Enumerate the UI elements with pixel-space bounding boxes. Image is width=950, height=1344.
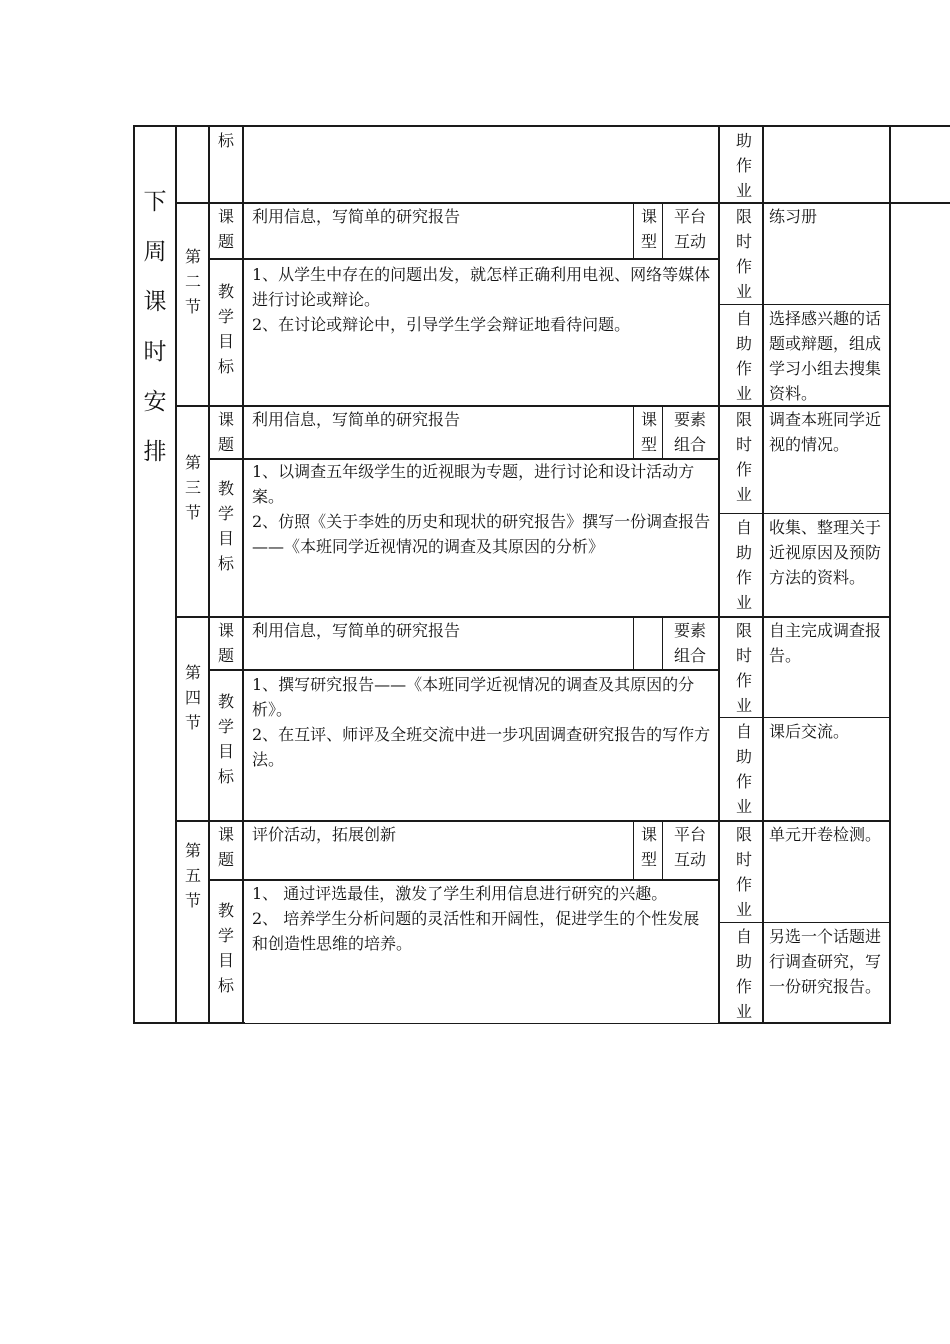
type-divider bbox=[662, 406, 663, 459]
goal-item: 2、在讨论或辩论中，引导学生学会辩证地看待问题。 bbox=[252, 315, 631, 334]
homework-label-divider bbox=[762, 125, 764, 1024]
self-homework-text: 另选一个话题进行调查研究，写一份研究报告。 bbox=[769, 927, 882, 996]
section-label: 第五节 bbox=[184, 841, 201, 910]
type-text: 平台互动 bbox=[673, 207, 706, 251]
limited-homework-label: 限时作业 bbox=[735, 621, 752, 715]
topic-label: 课题 bbox=[217, 825, 234, 869]
section-label: 第三节 bbox=[184, 453, 201, 522]
type-divider bbox=[633, 821, 634, 880]
type-divider bbox=[633, 406, 634, 459]
type-divider bbox=[633, 617, 634, 670]
self-homework-label: 自助作业 bbox=[735, 722, 752, 816]
topic-text: 利用信息，写简单的研究报告 bbox=[252, 410, 461, 429]
limited-homework-text: 自主完成调查报告。 bbox=[769, 621, 882, 665]
table-bottom-border bbox=[245, 1023, 718, 1024]
type-divider bbox=[662, 821, 663, 880]
type-text: 要素组合 bbox=[673, 621, 706, 665]
limited-homework-label: 限时作业 bbox=[735, 207, 752, 301]
self-homework-text: 选择感兴趣的话题或辩题，组成学习小组去搜集资料。 bbox=[769, 309, 882, 403]
table-top-border bbox=[133, 125, 950, 127]
goal-label-tail: 标 bbox=[217, 131, 234, 150]
goal-item: 1、撰写研究报告——《本班同学近视情况的调查及其原因的分析》。 bbox=[252, 675, 695, 719]
type-divider bbox=[633, 203, 634, 259]
limited-homework-text: 单元开卷检测。 bbox=[769, 825, 882, 844]
goal-label: 教学目标 bbox=[217, 901, 234, 995]
table-bottom-border bbox=[133, 1022, 245, 1024]
limited-homework-text: 练习册 bbox=[769, 207, 818, 226]
type-label: 课型 bbox=[640, 825, 657, 869]
homework-split bbox=[718, 513, 891, 514]
topic-label: 课题 bbox=[217, 207, 234, 251]
goal-item: 1、从学生中存在的问题出发，就怎样正确利用电视、网络等媒体进行讨论或辩论。 bbox=[252, 265, 711, 309]
table-left-border bbox=[133, 125, 135, 1024]
side-title: 下周课时安排 bbox=[143, 189, 167, 465]
type-divider bbox=[662, 617, 663, 670]
type-text: 平台互动 bbox=[673, 825, 706, 869]
topic-text: 利用信息，写简单的研究报告 bbox=[252, 207, 461, 226]
goal-label: 教学目标 bbox=[217, 692, 234, 786]
goal-label: 教学目标 bbox=[217, 282, 234, 376]
goal-label: 教学目标 bbox=[217, 479, 234, 573]
self-homework-label: 自助作业 bbox=[735, 927, 752, 1021]
type-label: 课型 bbox=[640, 410, 657, 454]
goal-item: 2、在互评、师评及全班交流中进一步巩固调查研究报告的写作方法。 bbox=[252, 725, 711, 769]
section-label-divider bbox=[175, 125, 177, 1024]
topic-text: 评价活动，拓展创新 bbox=[252, 825, 397, 844]
homework-divider bbox=[718, 125, 720, 1024]
self-homework-label: 自助作业 bbox=[735, 309, 752, 403]
section-label: 第四节 bbox=[184, 663, 201, 732]
type-divider bbox=[662, 203, 663, 259]
limited-homework-label: 限时作业 bbox=[735, 410, 752, 504]
self-homework-label: 自助作业 bbox=[735, 518, 752, 612]
type-text: 要素组合 bbox=[673, 410, 706, 454]
homework-split bbox=[718, 922, 891, 923]
table-right-border bbox=[889, 125, 891, 1024]
type-label: 课型 bbox=[640, 207, 657, 251]
section-label: 第二节 bbox=[184, 247, 201, 316]
topic-label: 课题 bbox=[217, 621, 234, 665]
goal-item: 1、以调查五年级学生的近视眼为专题，进行讨论和设计活动方案。 bbox=[252, 462, 695, 506]
homework-split bbox=[718, 304, 891, 305]
limited-homework-label: 限时作业 bbox=[735, 825, 752, 919]
self-homework-label-tail: 助作业 bbox=[735, 131, 752, 200]
limited-homework-text: 调查本班同学近视的情况。 bbox=[769, 410, 882, 454]
goal-item: 2、 培养学生分析问题的灵活性和开阔性，促进学生的个性发展和创造性思维的培养。 bbox=[252, 909, 700, 953]
goal-item: 2、仿照《关于李姓的历史和现状的研究报告》撰写一份调查报告——《本班同学近视情况的调查及其原因的分析》 bbox=[252, 512, 711, 556]
goal-item: 1、 通过评选最佳，激发了学生利用信息进行研究的兴趣。 bbox=[252, 884, 668, 903]
topic-row-border bbox=[208, 258, 718, 260]
self-homework-text: 收集、整理关于近视原因及预防方法的资料。 bbox=[769, 518, 882, 587]
topic-text: 利用信息，写简单的研究报告 bbox=[252, 621, 461, 640]
topic-row-border bbox=[208, 669, 718, 671]
self-homework-text: 课后交流。 bbox=[769, 722, 850, 741]
topic-label: 课题 bbox=[217, 410, 234, 454]
